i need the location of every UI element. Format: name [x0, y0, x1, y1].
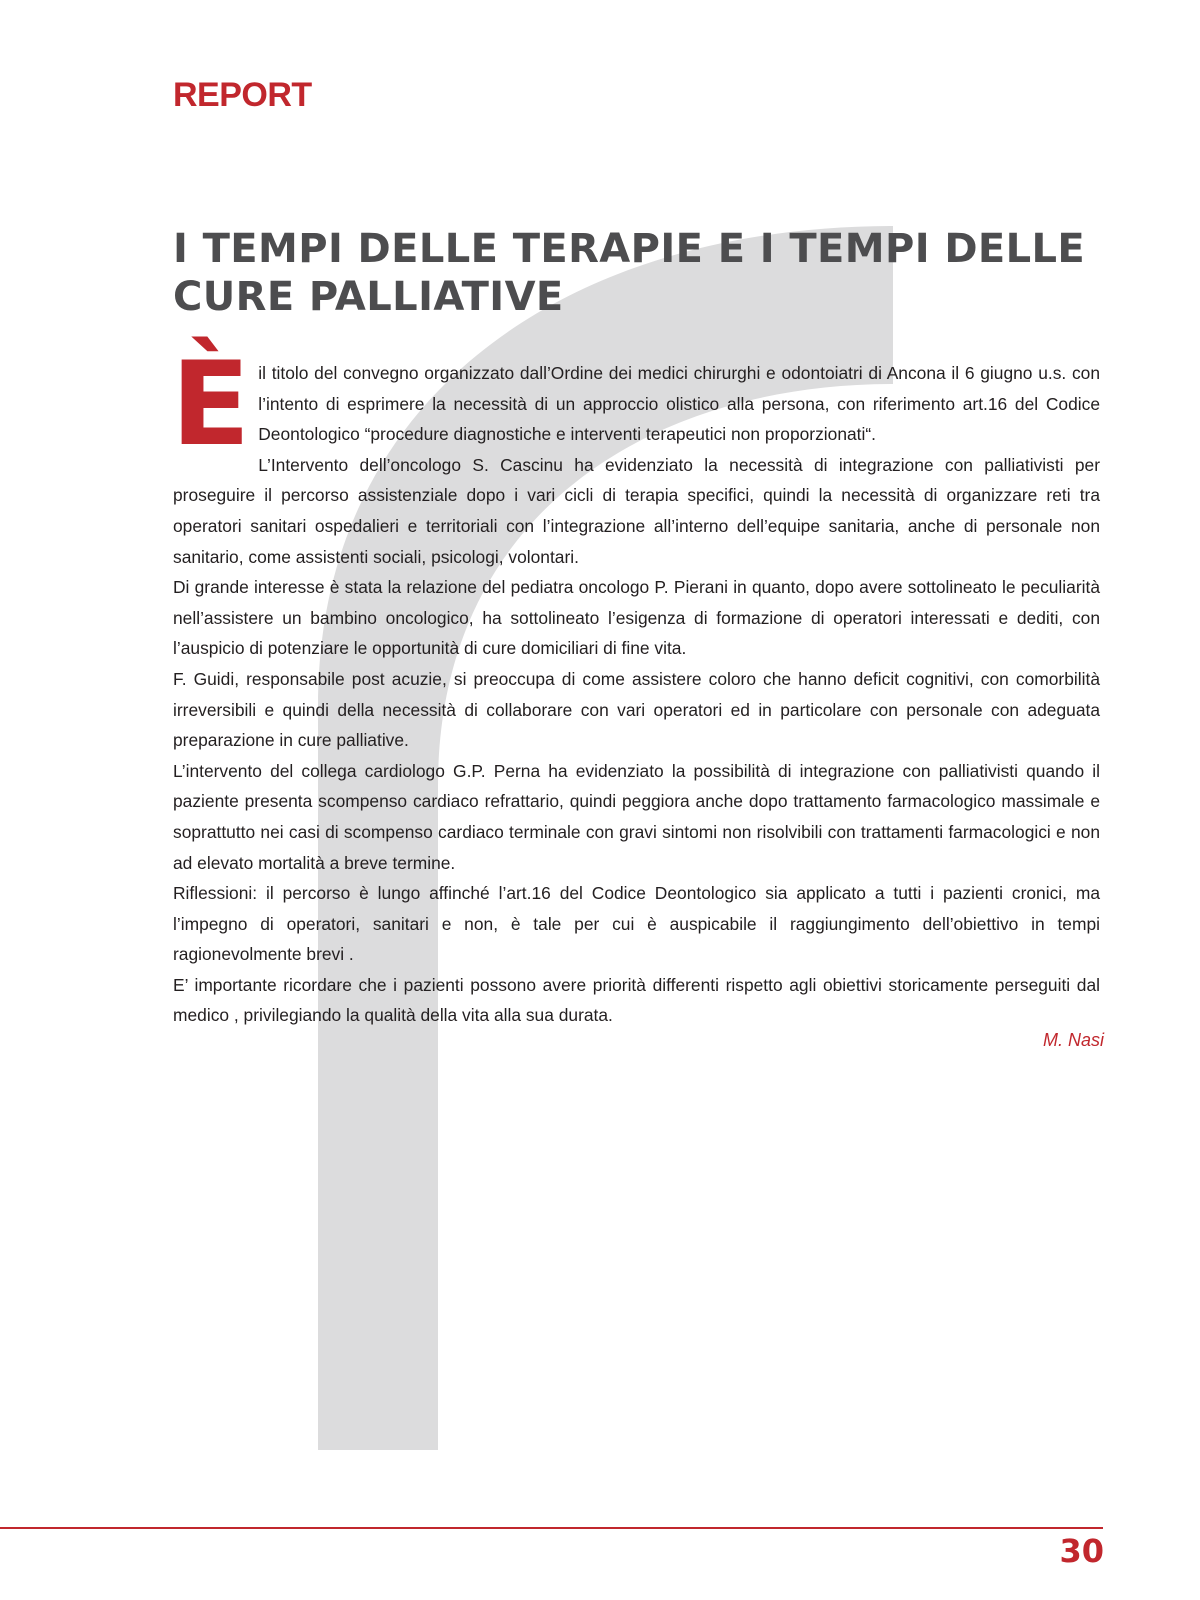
paragraph-conclusion: E’ importante ricordare che i pazienti possono avere priorità differenti rispetto agli obiettivi storicamente perseguiti dal medico , privilegiando la qualità della vita alla sua durata.: [173, 974, 1100, 1026]
article-title-line-2: CURE PALLIATIVE: [173, 274, 564, 320]
paragraph-intro: [171, 337, 1100, 472]
drop-cap: È: [171, 337, 251, 472]
article-title: [173, 225, 1103, 321]
article-body: [171, 337, 1100, 1031]
footer-divider: [0, 1527, 1103, 1529]
paragraph-guidi: F. Guidi, responsabile post acuzie, si preoccupa di come assistere coloro che hanno deficit cognitivi, con comorbilità irreversibili e quindi della necessità di collaborare con vari operatori ed in particolare con personale con adeguata preparazione in cure palliative.: [173, 668, 1100, 751]
section-label: REPORT: [173, 76, 312, 114]
paragraph-pierani: Di grande interesse è stata la relazione del pediatra oncologo P. Pierani in quanto, dopo avere sottolineato le peculiarità nell’assistere un bambino oncologico, ha sottolineato l’esigenza di formazione di operatori interessati e dediti, con l’auspicio di potenziare le opportunità di cure domiciliari di fine vita.: [173, 577, 1100, 659]
paragraph-intro-text: il titolo del convegno organizzato dall’Ordine dei medici chirurghi e odontoiatri di Ancona il 6 giugno u.s. con l’intento di esprimere la necessità di un approccio olistico alla persona, con riferimento art.16 del Codice Deontologico “procedure diagnostiche e interventi terapeutici non proporzionati“.: [258, 363, 1100, 445]
author-signature: M. Nasi: [1042, 1030, 1104, 1050]
article-title-line-1: I TEMPI DELLE TERAPIE E I TEMPI DELLE: [173, 226, 1086, 272]
paragraph-cascinu: L’Intervento dell’oncologo S. Cascinu ha evidenziato la necessità di integrazione con palliativisti per proseguire il percorso assistenziale dopo i vari cicli di terapia specifici, quindi la necessità di organizzare reti tra operatori sanitari ospedalieri e territoriali con l’integrazione all’interno dell’equipe sanitaria, anche di personale non sanitario, come assistenti sociali, psicologi, volontari.: [173, 454, 1100, 567]
paragraph-riflessioni: Riflessioni: il percorso è lungo affinché l’art.16 del Codice Deontologico sia applicato a tutti i pazienti cronici, ma l’impegno di operatori, sanitari e non, è tale per cui è auspicabile il raggiungimento dell’obiettivo in tempi ragionevolmente brevi .: [173, 883, 1100, 965]
paragraph-perna: L’intervento del collega cardiologo G.P. Perna ha evidenziato la possibilità di integrazione con palliativisti quando il paziente presenta scompenso cardiaco refrattario, quindi peggiora anche dopo trattamento farmacologico massimale e soprattutto nei casi di scompenso cardiaco terminale con gravi sintomi non risolvibili con trattamenti farmacologici e non ad elevato mortalità a breve termine.: [173, 760, 1100, 873]
page-number: 30: [1059, 1532, 1104, 1570]
